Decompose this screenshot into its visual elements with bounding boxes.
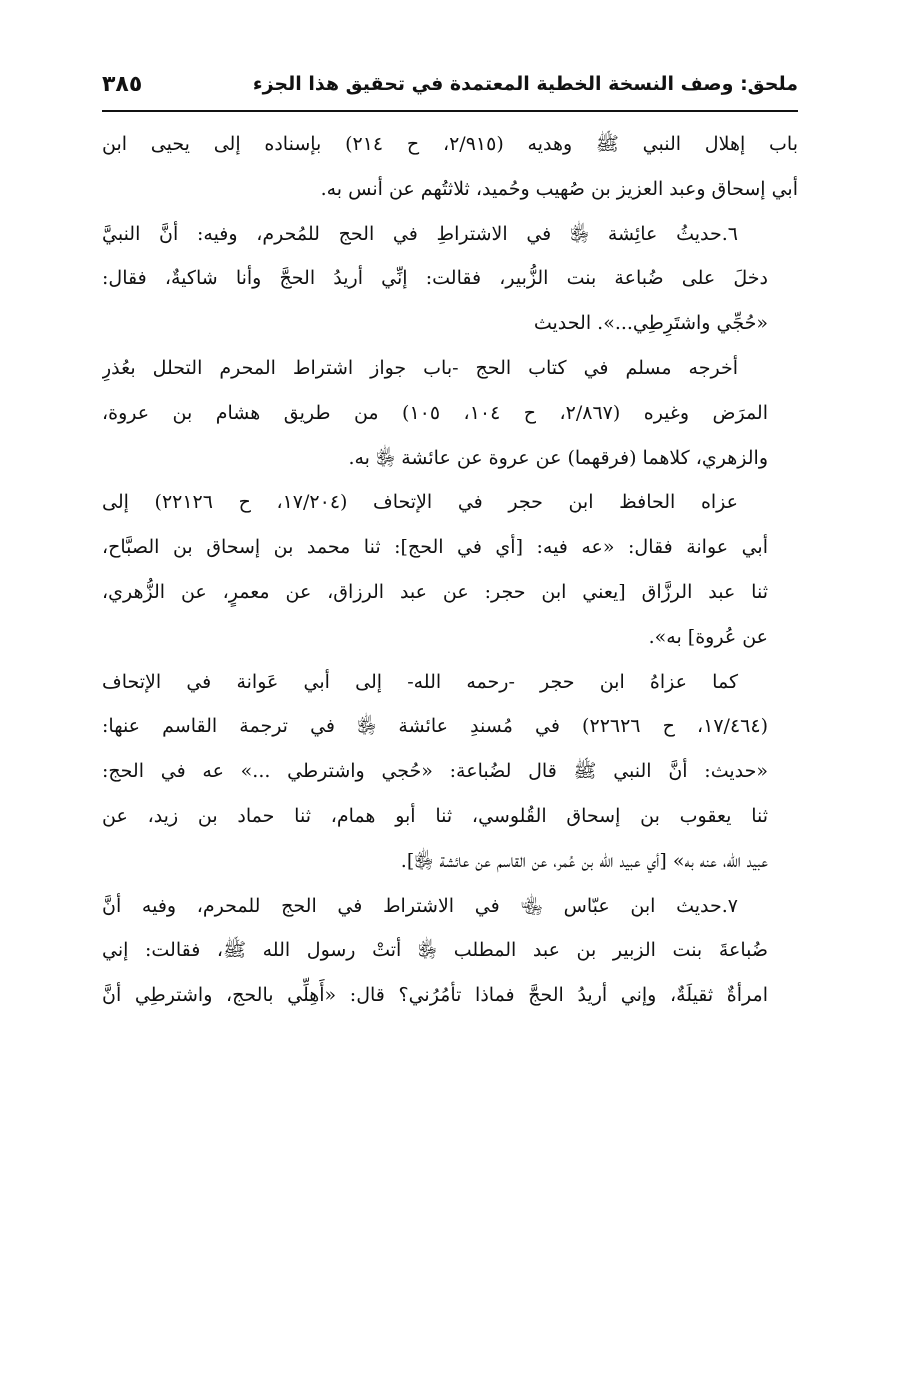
text-line: امرأةٌ ثقيلَةٌ، وإني أريدُ الحجَّ فماذا تأمُرُني؟ قال: «أَهِلِّي بالحج، واشترطِي أنَّ — [102, 984, 768, 1007]
header-divider — [102, 110, 798, 112]
text-line: دخلَ على ضُباعة بنت الزُّبير، فقالت: إنِّي أريدُ الحجَّ وأنا شاكيةٌ، فقال: — [102, 267, 768, 290]
text-line: «حديث: أنَّ النبي ﷺ قال لضُباعة: «حُجي واشترطي ...» عه في الحج: — [102, 760, 768, 783]
page-number: ٣٨٥ — [102, 71, 143, 97]
text-line: عبيد الله، عنه به» [أي عبيد الله بن عُمر، عن القاسم عن عائشة ﵂]. — [400, 849, 768, 872]
paragraph-4 — [102, 480, 798, 659]
text-line: ٦.حديثُ عائِشة ﵂ في الاشتراطِ في الحج للمُحرم، وفيه: أنَّ النبيَّ — [102, 222, 738, 245]
text-line: (١٧/٤٦٤، ح ٢٢٦٢٦) في مُسندِ عائشة ﵂ في ترجمة القاسم عنها: — [102, 715, 768, 738]
text-line: ٧.حديث ابن عبّاس ﵄ في الاشتراط في الحج للمحرم، وفيه أنَّ — [102, 894, 738, 917]
paragraph-6 — [102, 884, 798, 1018]
text-line: أبي إسحاق وعبد العزيز بن صُهيب وحُميد، ثلاثتُهم عن أنس به. — [320, 177, 798, 200]
text-line: «حُجِّي واشتَرِطِي...». الحديث — [533, 312, 768, 335]
paragraph-2 — [102, 212, 798, 346]
body-text — [102, 122, 798, 1018]
paragraph-5 — [102, 660, 798, 884]
text-line: أخرجه مسلم في كتاب الحج -باب جواز اشتراط المحرم التحلل بعُذرِ — [102, 356, 738, 379]
paragraph-1 — [102, 122, 798, 212]
text-line: ثنا عبد الرزَّاق [يعني ابن حجر: عن عبد الرزاق، عن معمرٍ، عن الزُّهري، — [102, 580, 768, 603]
text-line: ضُباعةَ بنت الزبير بن عبد المطلب ﵂ أتتْ رسول الله ﷺ، فقالت: إني — [102, 939, 768, 962]
text-line: عزاه الحافظ ابن حجر في الإتحاف (١٧/٢٠٤، ح ٢٢١٢٦) إلى — [102, 491, 738, 514]
running-header — [102, 64, 798, 104]
text-line: باب إهلال النبي ﷺ وهديه (٢/٩١٥، ح ٢١٤) بإسناده إلى يحيى ابن — [102, 133, 798, 155]
text-line: كما عزاهُ ابن حجر -رحمه الله- إلى أبي عَوانة في الإتحاف — [102, 670, 738, 693]
text-line: ثنا يعقوب بن إسحاق القُلوسي، ثنا أبو همام، ثنا حماد بن زيد، عن — [102, 804, 768, 827]
text-line: والزهري، كلاهما (فرقهما) عن عروة عن عائشة ﵂ به. — [348, 446, 768, 469]
text-line: المرَض وغيره (٢/٨٦٧، ح ١٠٤، ١٠٥) من طريق هشام بن عروة، — [102, 401, 768, 424]
header-title: ملحق: وصف النسخة الخطية المعتمدة في تحقيق هذا الجزء — [252, 73, 798, 95]
text-line: أبي عوانة فقال: «عه فيه: [أي في الحج]: ثنا محمد بن إسحاق بن الصبَّاح، — [102, 536, 768, 559]
paragraph-3 — [102, 346, 798, 480]
text-line: عن عُروة] به». — [648, 625, 768, 648]
